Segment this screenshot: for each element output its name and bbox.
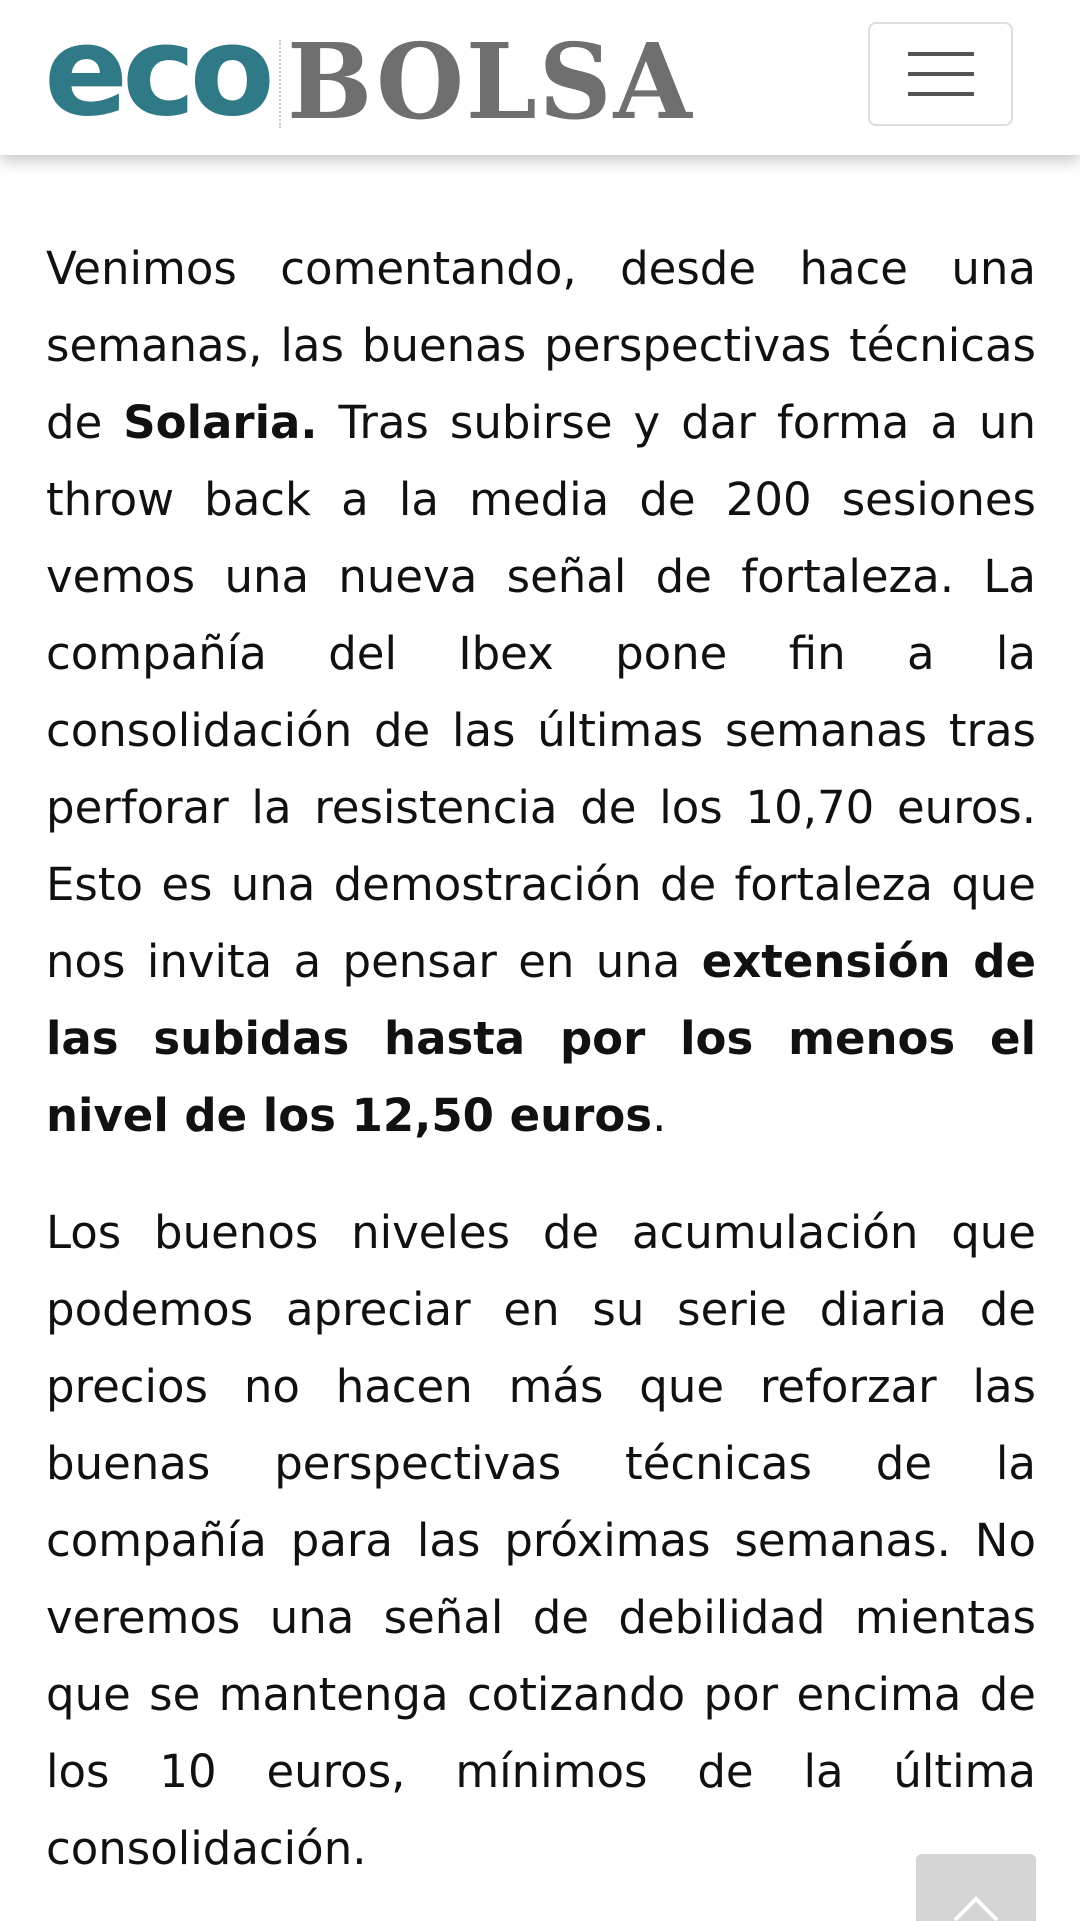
logo-bolsa-text: BOLSA [286,20,694,143]
chevron-up-icon [953,1896,999,1921]
hamburger-icon [908,51,974,97]
scroll-to-top-button[interactable] [916,1854,1036,1921]
paragraph-text: Tras subirse y dar forma a un throw back a la media de 200 sesiones vemos una nueva señal de fortaleza. La compañía del Ibex pone fin a la consolidación de las últimas semanas tras perforar la resistencia de los 10,70 euros. Esto es una demostración de fortaleza que nos invita a pensar en una [46,396,1036,988]
paragraph-text: . [652,1089,667,1142]
menu-toggle-button[interactable] [868,22,1013,126]
paragraph-text: Venimos comentando, desde hace una semanas, las buenas perspectivas técnicas de [46,242,1036,449]
ecobolsa-logo[interactable] [44,0,706,144]
target-price-bold: extensión de las subidas hasta por los menos el nivel de los 12,50 euros [46,935,1036,1142]
site-header [0,0,1080,155]
article-paragraph: Los buenos niveles de acumulación que podemos apreciar en su serie diaria de precios no hacen más que reforzar las buenas perspectivas técnicas de la compañía para las próximas semanas. No veremos una señal de debilidad mientas que se mantenga cotizando por encima de los 10 euros, mínimos de la última consolidación. [46,1206,1036,1875]
article-paragraph [46,230,1036,1154]
article-body [46,155,1036,1887]
company-name-bold: Solaria. [123,396,318,449]
logo-eco-text: eco [44,0,269,144]
logo-divider [279,40,281,128]
